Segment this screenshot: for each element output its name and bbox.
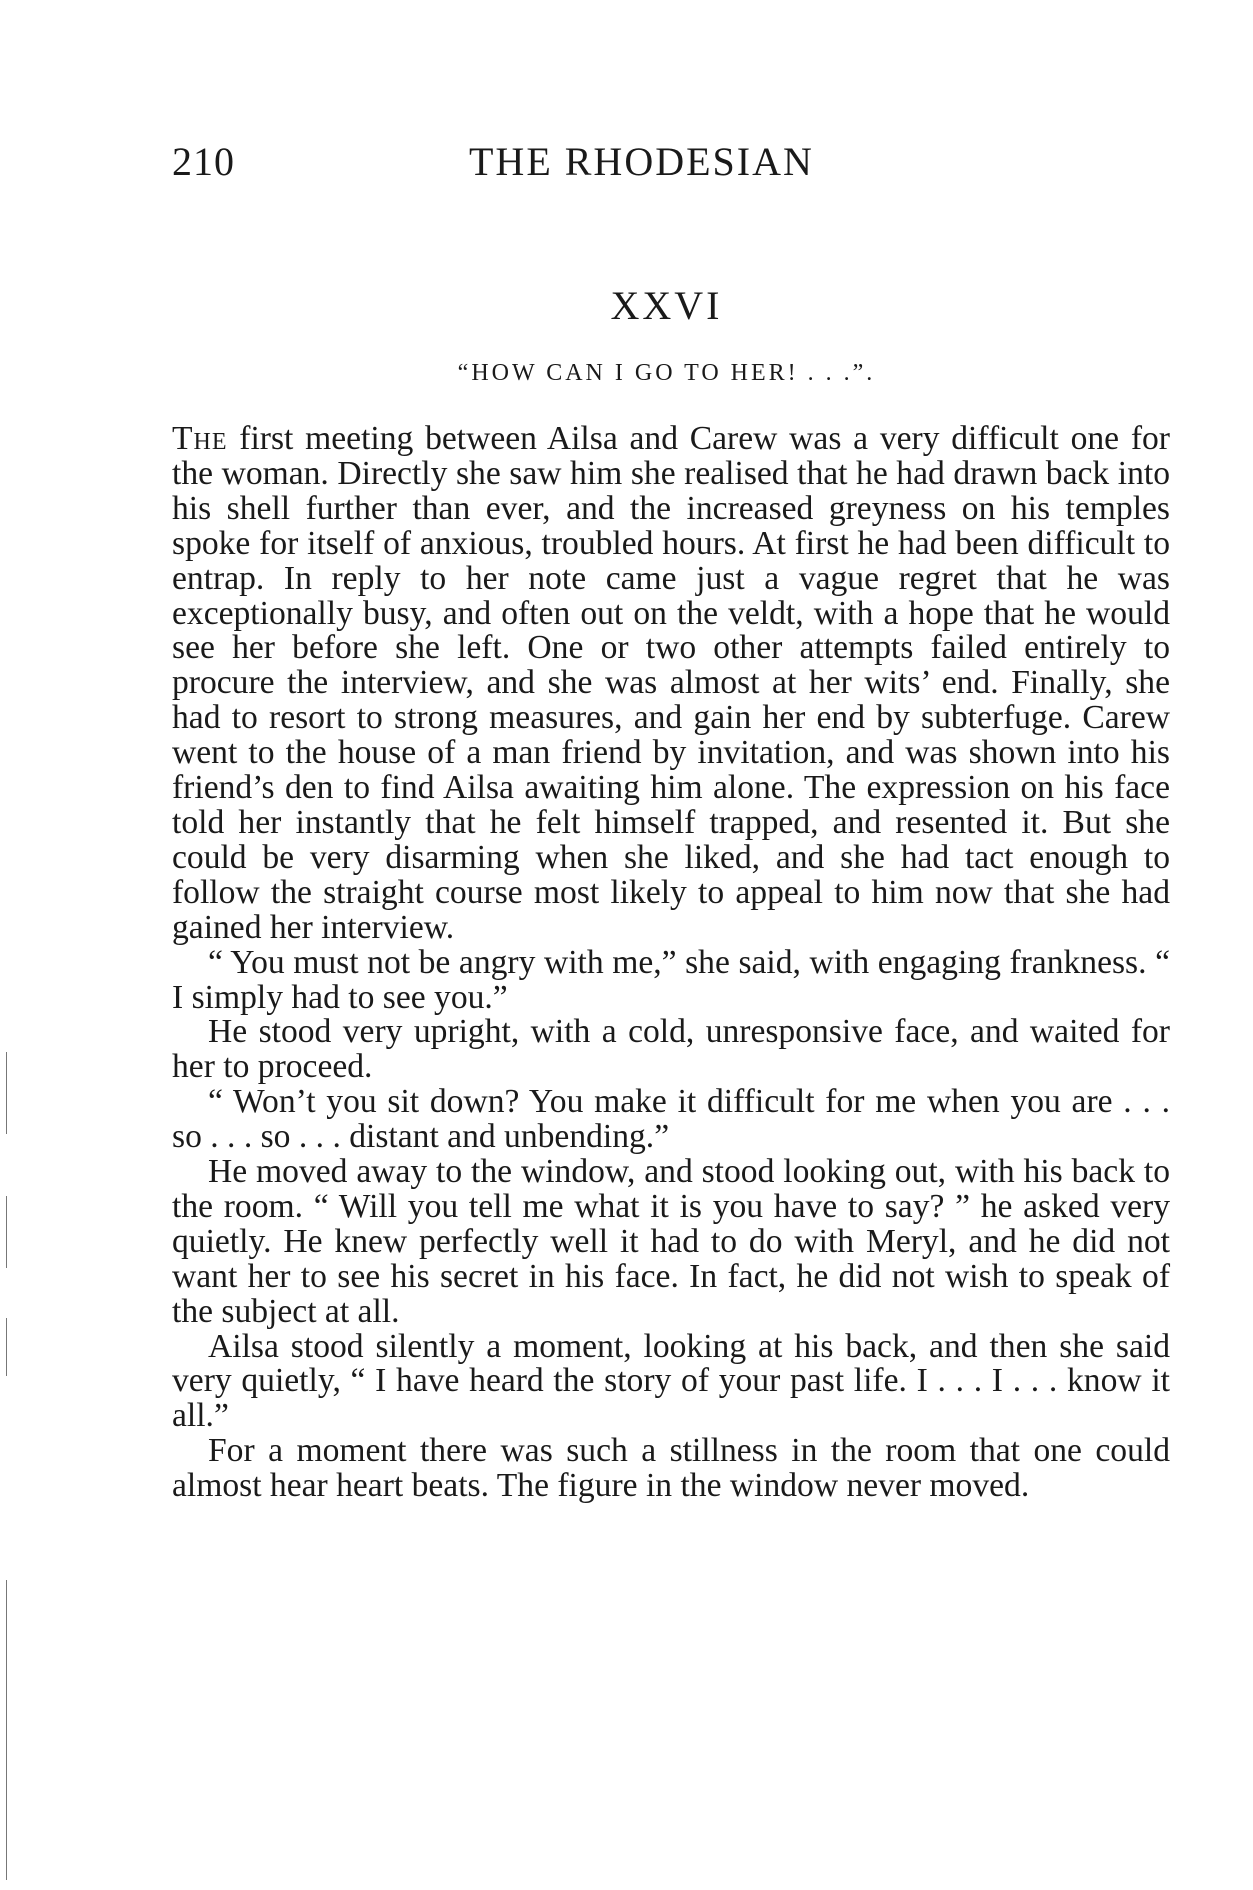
page-number: 210 [172,139,235,184]
paragraph: He stood very upright, with a cold, unresponsive face, and waited for her to proceed. [172,1013,1170,1086]
margin-scan-line [6,1196,7,1268]
chapter-number: XXVI [610,283,723,328]
paragraph [172,422,1170,946]
paragraph: He moved away to the window, and stood looking out, with his back to the room. “ Will you tell me what it is you have to say? ” he asked very quietly. He knew perfectly well it had to do with Meryl, and he did not want her to see his secret in his face. In fact, he did not wish to speak of the subject at all. [172,1153,1170,1330]
paragraph-text: first meeting between Ailsa and Carew was a very difficult one for the woman. Directly she saw him she realised that he had drawn back into his shell further than ever, and the increased greyness on his temples spoke for itself of anxious, troubled hours. At first he had been difficult to entrap. In reply to her note came just a vague regret that he was exceptionally busy, and often out on the veldt, with a hope that he would see her before she left. One or two other attempts failed entirely to procure the interview, and she was almost at her wits’ end. Finally, she had to resort to strong measures, and gain her end by subterfuge. Carew went to the house of a man friend by invitation, and was shown into his friend’s den to find Ailsa awaiting him alone. The expression on his face told her instantly that he felt himself trapped, and resented it. But she could be very disarming when she liked, and she had tact enough to follow the straight course most likely to appeal to him now that she had gained her interview. [172,420,1170,946]
book-title: THE RHODESIAN [469,139,814,184]
paragraph-lead-word: The [172,420,228,457]
margin-scan-line [6,1052,7,1134]
paragraph: Ailsa stood silently a moment, looking at his back, and then she said very quietly, “ I have heard the story of your past life. I . . . I . . . know it all.” [172,1327,1170,1435]
body-text [172,422,1170,1504]
running-head [172,138,1172,188]
paragraph: For a moment there was such a stillness in the room that one could almost hear heart beats. The figure in the window never moved. [172,1432,1170,1505]
chapter-title: “HOW CAN I GO TO HER! . . .”. [457,360,876,386]
paragraph: “ You must not be angry with me,” she said, with engaging frankness. “ I simply had to see you.” [172,943,1170,1016]
margin-scan-line [6,1580,7,1880]
paragraph: “ Won’t you sit down? You make it difficult for me when you are . . . so . . . so . . . distant and unbending.” [172,1083,1170,1156]
margin-scan-line [6,1318,7,1376]
